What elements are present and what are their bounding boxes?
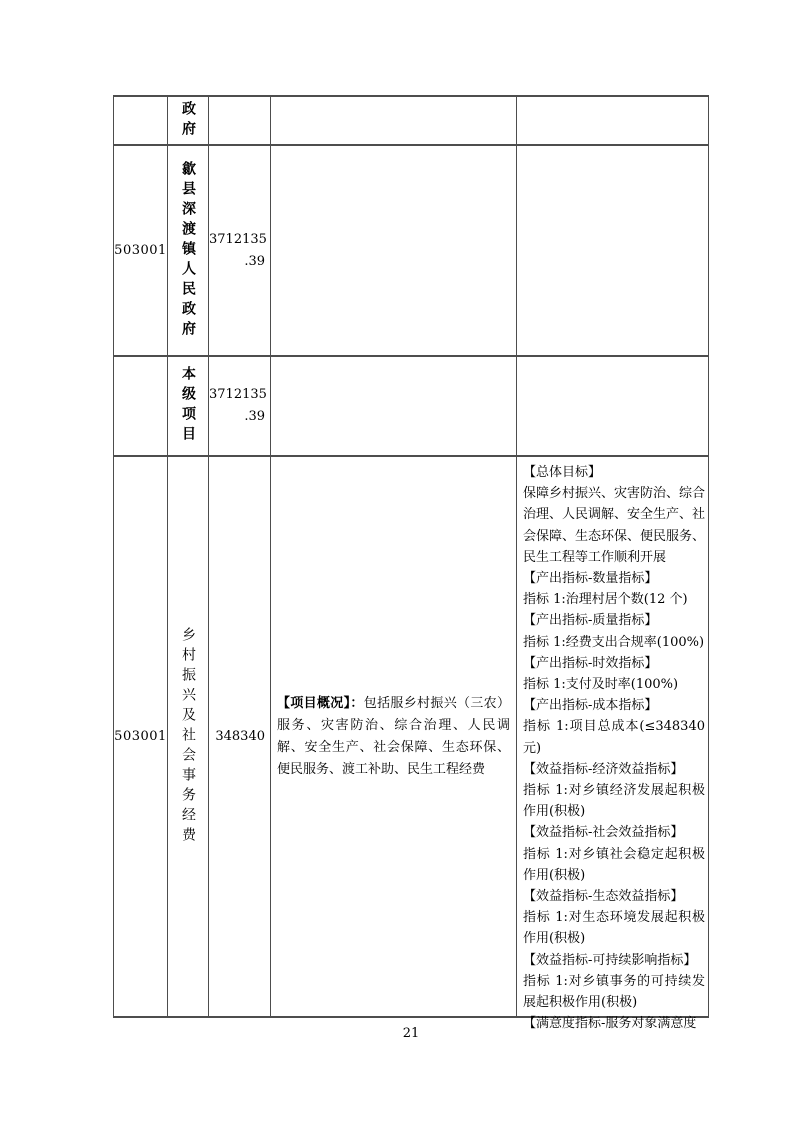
empty-cell (271, 97, 517, 146)
project-amount-cell (209, 457, 271, 1018)
own-level-amount (209, 384, 270, 428)
empty-cell (517, 357, 709, 457)
indicator-line: 【产出指标-成本指标】 (523, 698, 658, 714)
project-overview-label: 【项目概况】： (277, 695, 364, 711)
project-amount: 348340 (215, 728, 265, 744)
indicator-line: 【满意度指标-服务对象满意度 (523, 1016, 697, 1032)
indicator-line: 【产出指标-数量指标】 (523, 571, 658, 587)
unit-amount-decimal: .39 (244, 253, 265, 269)
budget-performance-table (113, 95, 709, 1032)
empty-cell (114, 357, 168, 457)
own-level-name-cell (168, 357, 209, 457)
unit-amount-cell (209, 146, 271, 357)
project-name: 乡村振兴及社会事务经费 (180, 626, 197, 847)
indicator-line: 保障乡村振兴、灾害防治、综合治理、人民调解、安全生产、社会保障、生态环保、便民服务、民生工程等工作顺利开展 (523, 486, 706, 565)
unit-code: 503001 (114, 243, 167, 258)
unit-name-tail-cell (168, 97, 209, 146)
indicator-line: 指标 1:支付及时率(100%) (523, 677, 679, 693)
unit-amount (209, 229, 270, 273)
empty-cell (271, 146, 517, 357)
indicator-line: 指标 1:对乡镇社会稳定起积极作用(积极) (523, 846, 705, 883)
page-number: 21 (402, 1026, 420, 1041)
unit-name-cell (168, 146, 209, 357)
indicator-line: 【效益指标-可持续影响指标】 (523, 952, 697, 968)
indicator-line: 指标 1:对生态环境发展起积极作用(积极) (523, 910, 705, 947)
performance-indicators-cell (517, 457, 709, 1032)
project-overview (271, 693, 516, 781)
own-level-amount-integer: 3712135 (209, 387, 267, 402)
indicator-line: 指标 1:对乡镇经济发展起积极作用(积极) (523, 783, 705, 820)
empty-cell (517, 97, 709, 146)
own-level-amount-decimal: .39 (244, 409, 265, 424)
indicator-line: 指标 1:项目总成本(≤348340 元) (523, 719, 705, 756)
unit-code-cell (114, 146, 168, 357)
project-overview-cell (271, 457, 517, 1018)
indicator-line: 指标 1:对乡镇事务的可持续发展起积极作用(积极) (523, 973, 705, 1011)
own-level-name: 本级项目 (180, 366, 197, 446)
unit-amount-integer: 3712135 (209, 231, 267, 247)
project-code-cell (114, 457, 168, 1018)
indicator-line: 【产出指标-质量指标】 (523, 613, 658, 629)
indicator-line: 【产出指标-时效指标】 (523, 655, 658, 671)
empty-cell (209, 97, 271, 146)
project-overview-text: 包括服乡村振兴（三农）服务、灾害防治、综合治理、人民调解、安全生产、社会保障、生态环保、便民服务、渡工补助、民生工程经费 (277, 695, 510, 777)
unit-name-tail: 政府 (180, 100, 197, 141)
indicator-line: 指标 1:经费支出合规率(100%) (523, 634, 705, 650)
unit-name: 歙县深渡镇人民政府 (180, 160, 197, 341)
empty-cell (114, 97, 168, 146)
project-code: 503001 (114, 729, 167, 744)
indicator-line: 【总体目标】 (523, 465, 602, 480)
own-level-amount-cell (209, 357, 271, 457)
indicator-line: 指标 1:治理村居个数(12 个) (523, 592, 688, 608)
indicator-line: 【效益指标-社会效益指标】 (523, 825, 684, 841)
indicator-line: 【效益指标-经济效益指标】 (523, 761, 684, 777)
empty-cell (271, 357, 517, 457)
project-name-cell (168, 457, 209, 1018)
empty-cell (517, 146, 709, 357)
indicator-line: 【效益指标-生态效益指标】 (523, 889, 684, 905)
